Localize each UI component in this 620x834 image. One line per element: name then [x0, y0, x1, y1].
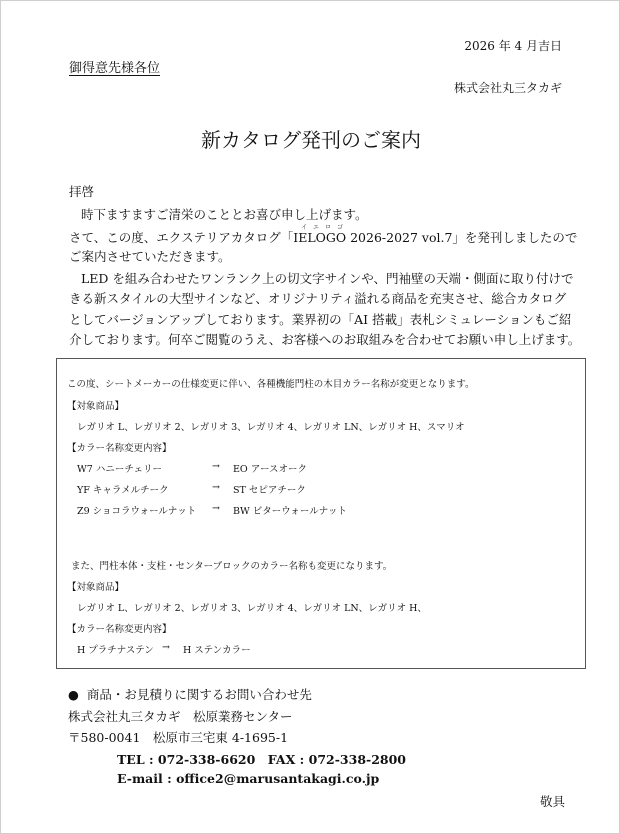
- greeting: 時下ますますご清栄のこととお喜び申し上げます。: [81, 207, 368, 222]
- change-row-1-arrow: →: [212, 461, 220, 472]
- paragraph-2-line-3: としてバージョンアップしております。業界初の「AI 搭載」表札シミュレーションもご紹: [69, 312, 572, 327]
- change-row-1-from: W7 ハニーチェリー: [77, 464, 163, 475]
- bullet-icon: ●: [68, 687, 79, 702]
- notice-2-intro: また、門柱本体・支柱・センターブロックのカラー名称も変更になります。: [71, 561, 393, 572]
- notice-1-products-heading: 【対象商品】: [67, 401, 125, 412]
- contact-heading: 商品・お見積りに関するお問い合わせ先: [86, 687, 312, 702]
- change-row-4-arrow: →: [162, 642, 170, 653]
- change-row-2-to: ST セピアチーク: [233, 485, 306, 496]
- paragraph-2-line-2: きる新スタイルの大型サインなど、オリジナリティ溢れる商品を充実させ、総合カタログ: [69, 291, 567, 306]
- paragraph-2-line-1: LED を組み合わせたワンランク上の切文字サインや、門袖壁の天端・側面に取り付けで: [81, 271, 574, 286]
- notice-1-products: レガリオ L、レガリオ 2、レガリオ 3、レガリオ 4、レガリオ LN、レガリオ H、スマリオ: [77, 422, 465, 433]
- sender-company: 株式会社丸三タカギ: [453, 81, 562, 95]
- contact-email: E-mail : office2@marusantakagi.co.jp: [117, 771, 380, 786]
- paragraph-1-pre: さて、この度、エクステリアカタログ「: [69, 230, 294, 245]
- catalog-ruby: イエロゴ: [301, 224, 350, 231]
- change-row-2-from: YF キャラメルチーク: [77, 485, 169, 496]
- change-row-2-arrow: →: [212, 482, 220, 493]
- change-row-4-from: H プラチナステン: [77, 645, 154, 656]
- document-title: 新カタログ発刊のご案内: [201, 128, 421, 152]
- change-row-4-to: H ステンカラー: [183, 645, 251, 656]
- catalog-name-wrap: [293, 224, 350, 245]
- paragraph-2-line-4: 介しております。何卒ご閲覧のうえ、お客様へのお取組みを合わせてお願い申し上げます。: [69, 332, 581, 347]
- paragraph-1-line-2: ご案内させていただきます。: [69, 249, 231, 264]
- contact-address: 〒580-0041 松原市三宅東 4-1695-1: [68, 730, 289, 745]
- salutation: 拝啓: [69, 184, 95, 199]
- contact-company: 株式会社丸三タカギ 松原業務センター: [68, 709, 293, 724]
- catalog-name: IELOGO: [293, 230, 347, 245]
- contact-heading-row: [68, 685, 312, 703]
- change-row-1-to: EO アースオーク: [233, 464, 307, 475]
- notice-box: [56, 358, 586, 669]
- change-row-3-arrow: →: [212, 503, 220, 514]
- notice-2-changes-heading: 【カラー名称変更内容】: [67, 624, 172, 635]
- paragraph-1-line-1: [69, 224, 578, 246]
- notice-1-intro: この度、シートメーカーの仕様変更に伴い、各種機能門柱の木目カラー名称が変更となります。: [67, 379, 475, 390]
- change-row-3-from: Z9 ショコラウォールナット: [77, 506, 197, 517]
- paragraph-1-post: 2026-2027 vol.7」を発刊しましたので: [346, 230, 578, 245]
- closing: 敬具: [539, 794, 565, 809]
- change-row-3-to: BW ビターウォールナット: [233, 506, 348, 517]
- contact-phone-fax: TEL : 072-338-6620 FAX : 072-338-2800: [117, 752, 406, 767]
- notice-1-changes-heading: 【カラー名称変更内容】: [67, 443, 172, 454]
- notice-2-products-heading: 【対象商品】: [67, 582, 125, 593]
- issue-date: 2026 年 4 月吉日: [464, 39, 562, 53]
- addressee: 御得意先様各位: [69, 61, 161, 76]
- notice-2-products: レガリオ L、レガリオ 2、レガリオ 3、レガリオ 4、レガリオ LN、レガリオ H、: [77, 603, 427, 614]
